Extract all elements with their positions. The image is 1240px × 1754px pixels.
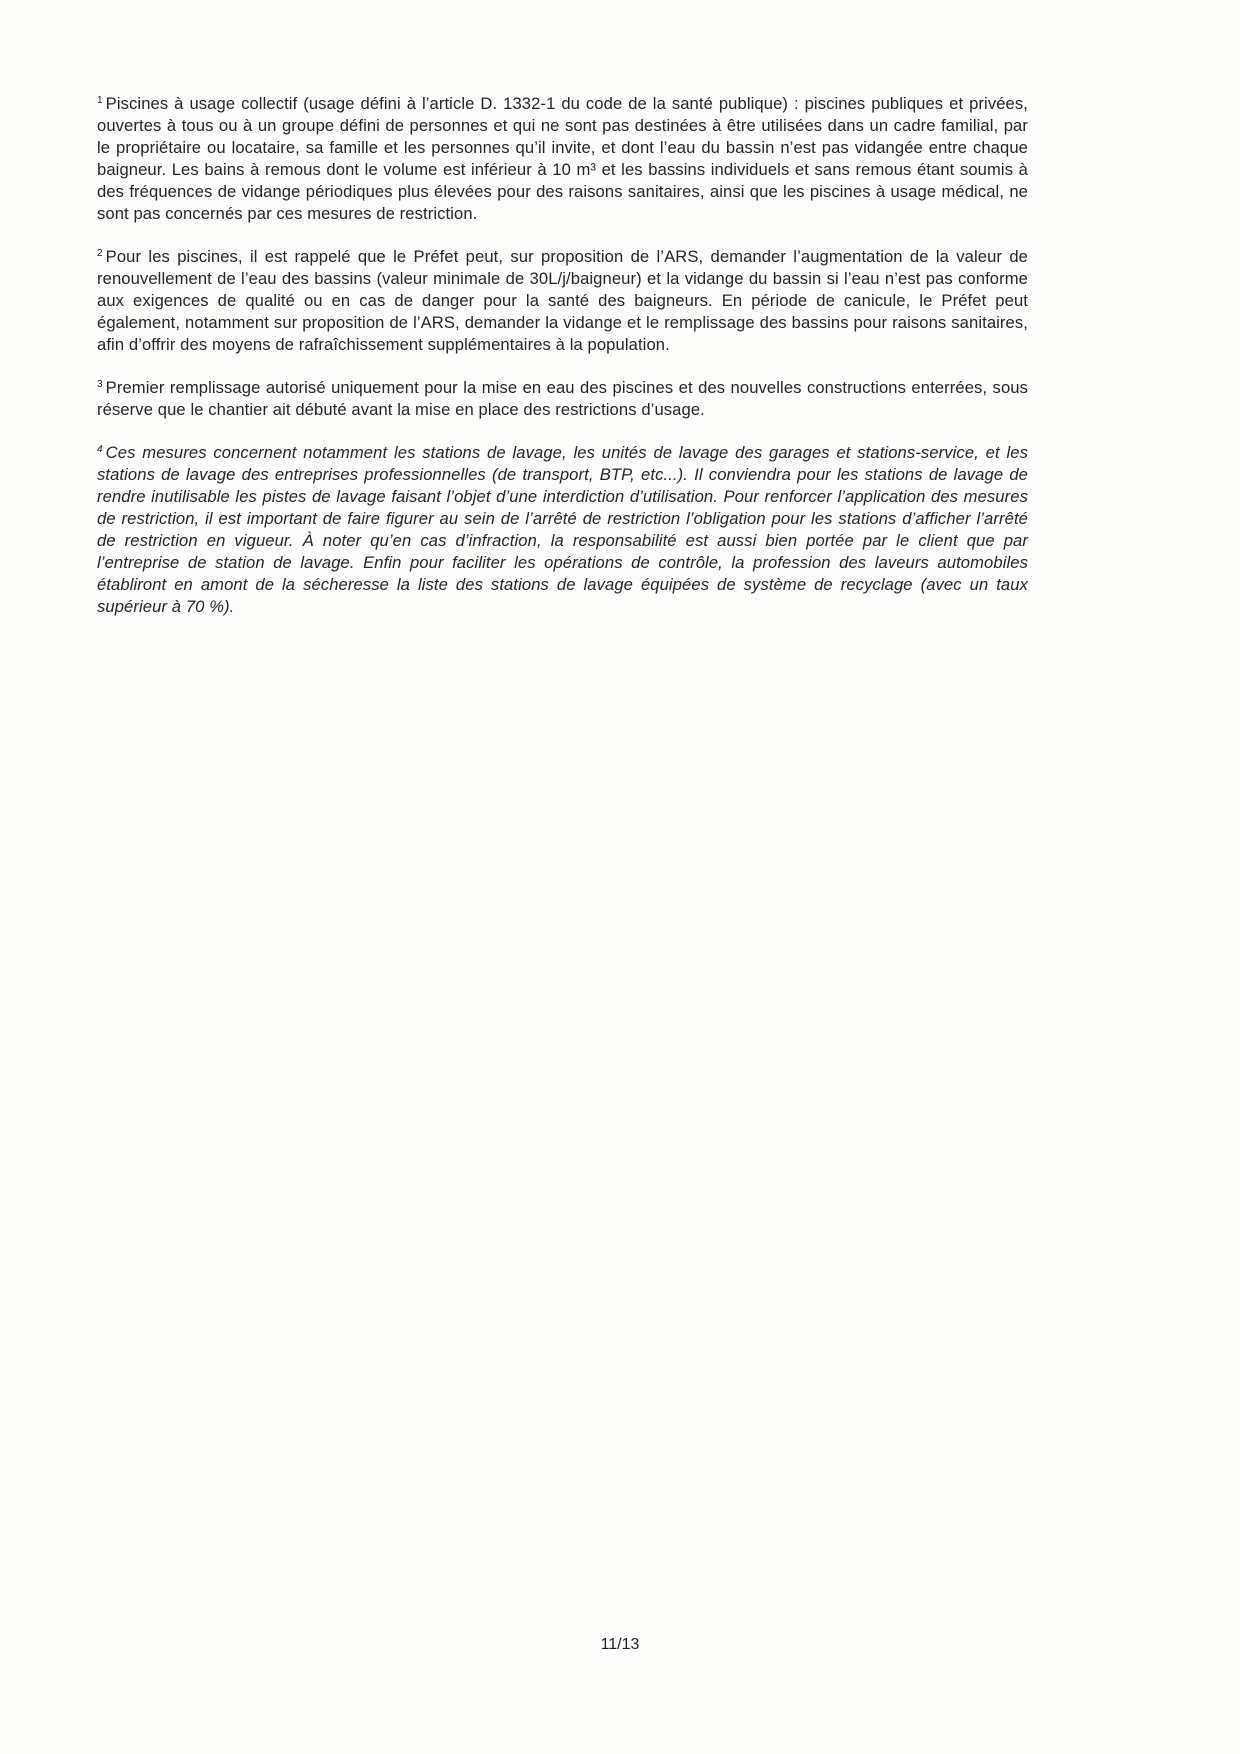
footnotes-block <box>97 93 1028 639</box>
page-number: 11/13 <box>600 1636 640 1653</box>
footnote-2-marker: 2 <box>97 248 103 259</box>
footnote-1-marker: 1 <box>97 95 103 106</box>
footnote-1 <box>97 93 1028 225</box>
footnote-3-marker: 3 <box>97 379 103 390</box>
footnote-3-text: Premier remplissage autorisé uniquement pour la mise en eau des piscines et des nouvelles constructions enterrées, sous réserve que le chantier ait débuté avant la mise en place des restrictions d’usage. <box>97 378 1028 419</box>
footnote-2-text: Pour les piscines, il est rappelé que le Préfet peut, sur proposition de l’ARS, demander l’augmentation de la valeur de renouvellement de l’eau des bassins (valeur minimale de 30L/j/baigneur) et la vidange du bassin si l’eau n’est pas conforme aux exigences de qualité ou en cas de danger pour la santé des baigneurs. En période de canicule, le Préfet peut également, notamment sur proposition de l’ARS, demander la vidange et le remplissage des bassins pour raisons sanitaires, afin d’offrir des moyens de rafraîchissement supplémentaires à la population. <box>97 247 1028 354</box>
footnote-1-text: Piscines à usage collectif (usage défini à l’article D. 1332-1 du code de la santé publique) : piscines publiques et privées, ouvertes à tous ou à un groupe défini de personnes et qui ne sont pas destinées à être utilisées dans un cadre familial, par le propriétaire ou locataire, sa famille et les personnes qu’il invite, et dont l’eau du bassin n’est pas vidangée entre chaque baigneur. Les bains à remous dont le volume est inférieur à 10 m³ et les bassins individuels et sans remous étant soumis à des fréquences de vidange périodiques plus élevées pour des raisons sanitaires, ainsi que les piscines à usage médical, ne sont pas concernés par ces mesures de restriction. <box>97 94 1028 223</box>
footnote-3 <box>97 377 1028 421</box>
footnote-4-marker: 4 <box>97 444 103 455</box>
footnote-4-text: Ces mesures concernent notamment les stations de lavage, les unités de lavage des garages et stations-service, et les stations de lavage des entreprises professionnelles (de transport, BTP, etc...). Il conviendra pour les stations de lavage de rendre inutilisable les pistes de lavage faisant l’objet d’une interdiction d’utilisation. Pour renforcer l’application des mesures de restriction, il est important de faire figurer au sein de l’arrêté de restriction l’obligation pour les stations d’afficher l’arrêté de restriction en vigueur. À noter qu’en cas d’infraction, la responsabilité est aussi bien portée par le client que par l’entreprise de station de lavage. Enfin pour faciliter les opérations de contrôle, la profession des laveurs automobiles établiront en amont de la sécheresse la liste des stations de lavage équipées de système de recyclage (avec un taux supérieur à 70 %). <box>97 443 1028 616</box>
footnote-4 <box>97 442 1028 618</box>
footnote-2 <box>97 246 1028 356</box>
